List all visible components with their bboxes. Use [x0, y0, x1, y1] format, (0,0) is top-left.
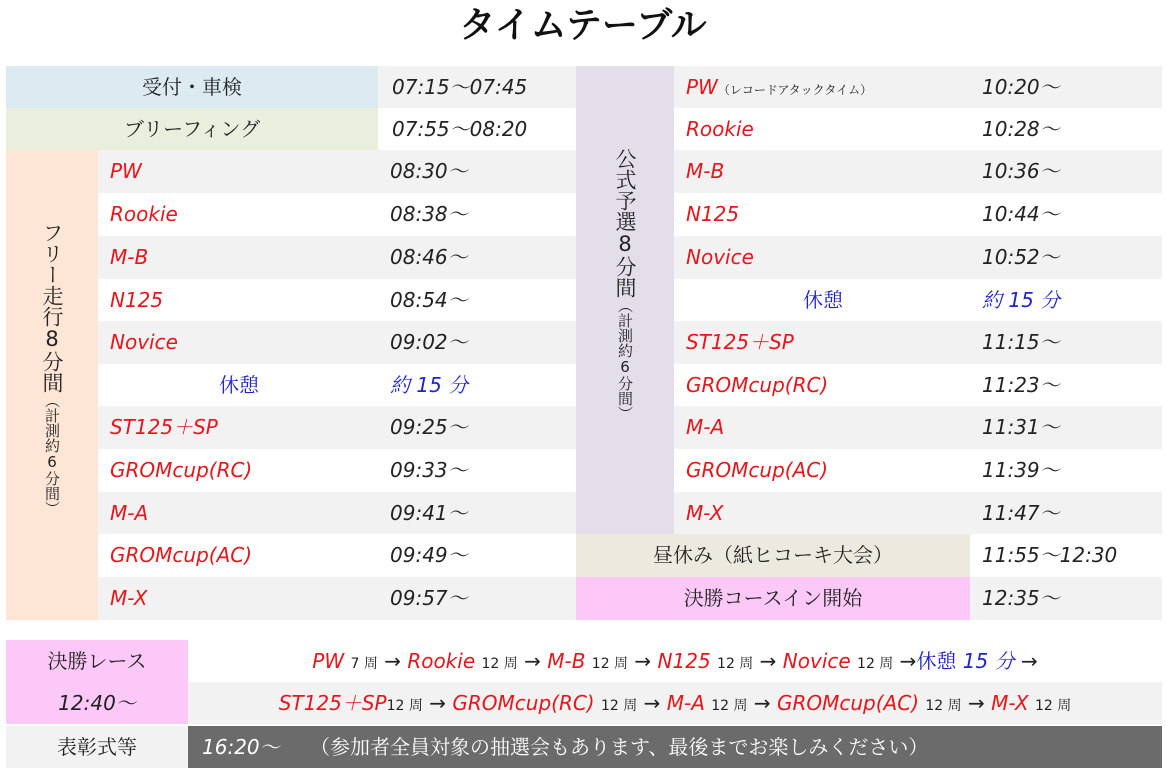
class-time: 08:30～	[390, 159, 468, 183]
table-row	[98, 577, 576, 620]
table-row	[674, 193, 1162, 236]
table-row	[98, 492, 576, 534]
table-row	[674, 236, 1162, 279]
class-time: 08:38～	[390, 202, 468, 226]
class-time: 09:49～	[390, 543, 468, 567]
lunch-label: 昼休み（紙ヒコーキ大会）	[576, 534, 970, 577]
arrow-icon: →	[524, 649, 541, 673]
arrow-icon: →	[759, 649, 777, 673]
ceremony-label: 表彰式等	[6, 726, 188, 768]
class-name: M-B	[110, 245, 149, 269]
table-row	[98, 321, 576, 364]
table-row	[674, 492, 1162, 534]
class-time: 09:02～	[390, 330, 468, 354]
qualifying-title	[613, 148, 637, 528]
table-row	[674, 449, 1162, 492]
reception-label-cell	[6, 66, 378, 108]
finals-class: PW	[312, 649, 345, 673]
class-name-text: PW	[686, 75, 718, 99]
arrow-icon: →	[753, 691, 771, 715]
free-run-band	[6, 150, 98, 620]
class-time: 09:57～	[390, 586, 468, 610]
finals-laps: 12 周	[717, 656, 754, 672]
finals-class: GROMcup(AC)	[776, 691, 919, 715]
table-row	[98, 150, 576, 193]
ceremony-time: 16:20～	[202, 735, 280, 759]
finals-class: GROMcup(RC)	[452, 691, 595, 715]
class-name: ST125＋SP	[110, 415, 218, 439]
class-time: 10:36～	[982, 159, 1060, 183]
class-time: 10:28～	[982, 117, 1060, 141]
class-name: GROMcup(AC)	[110, 543, 253, 567]
table-row	[98, 236, 576, 279]
class-name: Rookie	[686, 117, 754, 141]
class-time: 11:31～	[982, 415, 1060, 439]
finals-break: 休憩	[916, 649, 957, 673]
class-name: PW	[110, 159, 142, 183]
finals-laps: 12 周	[925, 698, 962, 714]
class-time: 09:41～	[390, 501, 468, 525]
reception-time: 07:15～07:45	[378, 66, 576, 108]
class-name: GROMcup(AC)	[686, 458, 829, 482]
qualifying-band	[576, 66, 674, 534]
free-run-title	[40, 222, 64, 622]
class-name: GROMcup(RC)	[686, 373, 829, 397]
table-row	[674, 364, 1162, 406]
ceremony-note: （参加者全員対象の抽選会もあります、最後までお楽しみください）	[310, 735, 929, 759]
finals-class: M-X	[991, 691, 1029, 715]
free-run-sub-text: （計測約6分間）	[43, 393, 61, 516]
briefing-label: ブリーフィング	[123, 117, 261, 141]
arrow-icon: →	[1020, 649, 1038, 673]
finals-class: M-A	[666, 691, 705, 715]
pw-note: （レコードアタックタイム）	[717, 83, 873, 97]
break-row	[98, 364, 576, 406]
finals-label: 決勝レース	[47, 649, 147, 673]
break-label: 休憩	[803, 288, 843, 312]
reception-label: 受付・車検	[142, 75, 242, 99]
course-in-label: 決勝コースイン開始	[576, 577, 970, 620]
class-name	[686, 66, 872, 111]
arrow-icon: →	[643, 691, 661, 715]
class-name: GROMcup(RC)	[110, 458, 253, 482]
class-time: 10:20～	[982, 75, 1060, 99]
table-row	[674, 66, 1162, 108]
class-time: 11:39～	[982, 458, 1060, 482]
table-row	[98, 406, 576, 449]
class-name: ST125＋SP	[686, 330, 794, 354]
class-time: 08:54～	[390, 288, 468, 312]
finals-class: M-B	[547, 649, 586, 673]
class-name: N125	[686, 202, 740, 226]
finals-laps: 12 周	[857, 656, 894, 672]
briefing-label-cell	[6, 108, 378, 150]
qualifying-title-text: 公式予選8分間	[613, 148, 637, 298]
table-row	[98, 449, 576, 492]
class-time: 10:44～	[982, 202, 1060, 226]
class-time: 09:25～	[390, 415, 468, 439]
arrow-icon: →	[899, 649, 917, 673]
arrow-icon: →	[429, 691, 447, 715]
break-duration: 約 15 分	[390, 373, 469, 397]
finals-laps: 12 周	[600, 698, 638, 714]
class-name: Rookie	[110, 202, 178, 226]
finals-class: Rookie	[407, 649, 476, 673]
arrow-icon: →	[634, 649, 652, 673]
arrow-icon: →	[967, 691, 985, 715]
class-time: 11:15～	[982, 330, 1060, 354]
finals-laps: 12 周	[1034, 698, 1072, 714]
class-time: 09:33～	[390, 458, 468, 482]
class-name: M-A	[686, 415, 725, 439]
finals-class: N125	[657, 649, 711, 673]
table-row	[98, 193, 576, 236]
class-name: Novice	[686, 245, 754, 269]
class-name: N125	[110, 288, 164, 312]
class-time: 08:46～	[390, 245, 468, 269]
qualifying-sub-text: （計測約6分間）	[616, 298, 634, 421]
finals-class: Novice	[782, 649, 851, 673]
table-row	[674, 321, 1162, 364]
finals-class: ST125＋SP	[278, 691, 387, 715]
class-name: M-X	[686, 501, 724, 525]
class-name: M-B	[686, 159, 725, 183]
break-label: 休憩	[219, 373, 259, 397]
finals-laps: 12 周	[591, 656, 629, 672]
break-duration: 約 15 分	[982, 288, 1061, 312]
finals-laps: 12 周	[711, 698, 748, 714]
break-row	[674, 279, 1162, 321]
ceremony-bar	[188, 726, 1162, 768]
table-row	[674, 150, 1162, 193]
table-row	[674, 108, 1162, 150]
class-name: M-A	[110, 501, 149, 525]
page-title: タイムテーブル	[459, 5, 707, 46]
lunch-time: 11:55～12:30	[970, 534, 1162, 577]
free-run-title-text: フリー走行8分間	[40, 222, 64, 393]
finals-time: 12:40～	[58, 691, 136, 715]
finals-break-time: 15 分	[962, 649, 1015, 673]
class-name: M-X	[110, 586, 148, 610]
finals-laps: 7 周	[350, 656, 378, 672]
class-time: 11:47～	[982, 501, 1060, 525]
finals-laps: 12 周	[481, 656, 518, 672]
class-time: 10:52～	[982, 245, 1060, 269]
finals-order-line-2	[188, 682, 1162, 724]
finals-order-line-1	[188, 640, 1162, 682]
class-time: 11:23～	[982, 373, 1060, 397]
arrow-icon: →	[384, 649, 401, 673]
course-in-time: 12:35～	[970, 577, 1162, 620]
table-row	[674, 406, 1162, 449]
table-row	[98, 534, 576, 577]
finals-laps: 12 周	[386, 698, 423, 714]
finals-label-cell	[6, 640, 188, 724]
table-row	[98, 279, 576, 321]
briefing-time: 07:55～08:20	[378, 108, 576, 150]
class-name: Novice	[110, 330, 178, 354]
